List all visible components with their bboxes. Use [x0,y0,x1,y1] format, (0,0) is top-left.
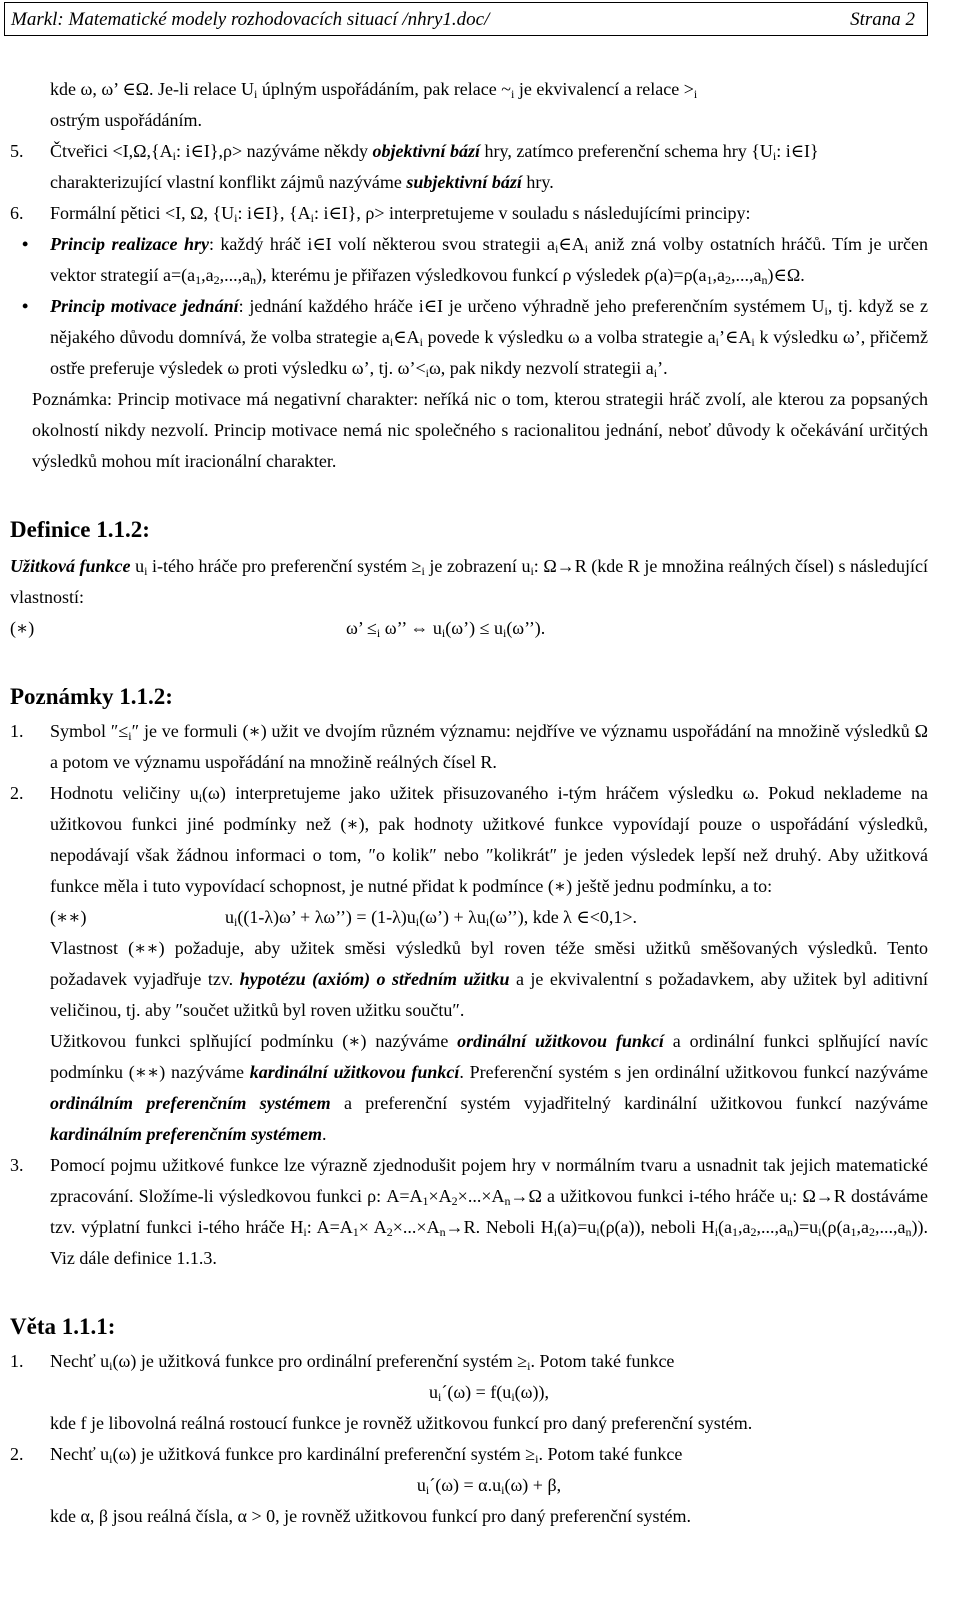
page-header [4,2,928,36]
term-objective-base: objektivní bází [372,141,481,161]
definition-text: Užitková funkce $u_i$ i-tého hráče pro preferenční systém $\ge_i$ je zobrazení $u_i$: Ω→R (kde R je množina reálných čísel) s následující vlastností: [10,556,929,607]
note-paragraph: Poznámka: Princip motivace má negativní charakter: neříká nic o tom, kterou strategii hráč zvolí, ale kterou za popsaných okolností nikdy nezvolí. Princip motivace nemá nic společného s racionalitou jednání, neboť důvody k očekávání určitých výsledků mohou mít iracionální charakter. [32,389,928,471]
document-body [10,74,928,1532]
notes-item-1: 1. Symbol $''\le_i''$ je ve formuli (∗) užit ve dvojím různém významu: nejdříve ve významu uspořádání na množině výsledků Ω a potom ve významu uspořádání na množině reálných čísel R. [10,721,928,772]
notes-item-3: 3. Pomocí pojmu užitkové funkce lze výrazně zjednodušit pojem hry v normálním tvaru a usnadnit tak jejich matematické zpracování. Složíme-li výsledkovou funkci ρ: $A=A_1\times A_2\times...\times A_n\to\Omega$ a užitkovou funkci i-tého hráče $u_i$: Ω→R dostáváme tzv. výplatní funkci i-tého hráče $H_i$: $A=A_1\times A_2\times...\times A_n\to R$. Neboli $H_i(a)=u_i(\rho(a))$, neboli $H_i(a_1,a_2,...,a_n)=u_i(\rho(a_1,a_2,...,a_n))$. Viz dále definice 1.1.3. [10,1155,929,1268]
formula-double-star: (∗∗) $u_i((1-\lambda)\omega$’ + λω’’) = $(1-\lambda)u_i(\omega’)$ + $\lambda u_i(\omega’’)$, kde λ ∈<0,1>. [50,907,638,929]
page-number: Strana 2 [850,8,915,30]
term-subjective-base: subjektivní bází [406,172,522,192]
theorem-formula-1: $u_i´(\omega) = f(u_i(\omega))$, [428,1382,549,1404]
definition-heading: Definice 1.1.2: [10,517,150,542]
notes-paragraph-mixture: Vlastnost (∗∗) požaduje, aby užitek směsi výsledků byl roven téže směsi užitků směšovaných výsledků. Tento požadavek vyjadřuje tzv. hypotézu (axióm) o středním užitku a je ekvivalentní s požadavkem, aby užitek byl aditivní veličinou, tj. aby ″součet užitků byl roven užitku součtu″. [50,938,928,1020]
theorem-text-1: kde f je libovolná reálná rostoucí funkce je rovněž užitkovou funkcí pro daný preferenční systém. [50,1413,753,1433]
notes-paragraph-ordinal: Užitkovou funkci splňující podmínku (∗) nazýváme ordinální užitkovou funkcí a ordinální funkci splňující navíc podmínku (∗∗) nazýváme kardinální užitkovou funkcí. Preferenční systém s jen ordinální užitkovou funkcí nazýváme ordinálním preferenčním systémem a preferenční systém vyjadřitelný kardinální užitkovou funkcí nazýváme kardinálním preferenčním systémem. [50,1031,929,1144]
bullet-icon: • [22,296,29,316]
theorem-item-2: 2. Nechť $u_i(\omega)$ je užitková funkce pro kardinální preferenční systém $\ge_i$. Potom také funkce $u_i´(\omega) = \alpha.u_i(\omega) + \beta$, kde α, β jsou reálná čísla, α > 0, je rovněž užitkovou funkcí pro daný preferenční systém. [10,1439,928,1532]
notes-heading: Poznámky 1.1.2: [10,684,173,709]
bullet-icon: • [22,234,29,254]
theorem-text-2: kde α, β jsou reálná čísla, α > 0, je rovněž užitkovou funkcí pro daný preferenční systém. [50,1506,691,1526]
bullet-motivation-principle: • Princip motivace jednání: jednání každého hráče i∈I je určeno výhradně jeho preferenčním systémem $U_i$, tj. když se z nějakého důvodu domnívá, že volba strategie $a_i\in A_i$ povede k výsledku ω a volba strategie $a_i’\in A_i$ k výsledku ω’, přičemž ostře preferuje výsledek ω proti výsledku ω’, tj. $\omega’<_i\omega$, pak nikdy nezvolí strategii $a_i$’. [10,291,928,384]
bullet-realization-principle: • Princip realizace hry: každý hráč i∈I volí některou svou strategii $a_i\in A_i$ aniž zná volby ostatních hráčů. Tím je určen vektor strategií $a=(a_1,a_2,...,a_n)$, kterému je přiřazen výsledkovou funkcí ρ výsledek $\rho(a)=\rho(a_1,a_2,...,a_n)\in\Omega$. [10,229,928,291]
intro-paragraph: kde ω, ω’ ∈Ω. Je-li relace $U_i$ úplným uspořádáním, pak relace $\sim_i$ je ekvivalencí a relace $>_i$ ostrým uspořádáním. [50,79,698,130]
header-title: Markl: Matematické modely rozhodovacích situací /nhry1.doc/ [11,8,490,30]
formula-star: (∗) ω’ $\le_i$ ω’’ ⇔ $u_i(\omega’)$ ≤ $u_i(\omega’’)$. [10,618,546,640]
theorem-formula-2: $u_i´(\omega) = \alpha.u_i(\omega) + \beta$, [416,1475,562,1497]
list-item-6: 6. Formální pětici <I, Ω, {$U_i$: i∈I}, {$A_i$: i∈I}, ρ> interpretujeme v souladu s následujícími principy: [10,203,751,225]
notes-item-2: 2. Hodnotu veličiny $u_i(\omega)$ interpretujeme jako užitek přisuzovaného i-tým hráčem výsledku ω. Pokud neklademe na užitkovou funkci jiné podmínky než (∗), pak hodnoty užitkové funkce vypovídají pouze o uspořádání výsledků, nepodávají však žádnou informaci o tom, ″o kolik″ nebo ″kolikrát″ je jeden výsledek lepší než druhý. Aby užitková funkce měla i tuto vypovídací schopnost, je nutné přidat k podmínce (∗) ještě jednu podmínku, a to: (∗∗) $u_i((1-\lambda)\omega$’ + λω’’) = $(1-\lambda)u_i(\omega’)$ + $\lambda u_i(\omega’’)$, kde λ ∈<0,1>. Vlastnost (∗∗) požaduje, aby užitek směsi výsledků byl roven téže směsi užitků směšovaných výsledků. Tento požadavek vyjadřuje tzv. hypotézu (axióm) o středním užitku a je ekvivalentní s požadavkem, aby užitek byl aditivní veličinou, tj. aby ″součet užitků byl roven užitku součtu″. Užitkovou funkci splňující podmínku (∗) nazýváme ordinální užitkovou funkcí a ordinální funkci splňující navíc podmínku (∗∗) nazýváme kardinální užitkovou funkcí. Preferenční systém s jen ordinální užitkovou funkcí nazýváme ordinálním preferenčním systémem a preferenční systém vyjadřitelný kardinální užitkovou funkcí nazýváme kardinálním preferenčním systémem. [10,778,928,1150]
list-item-5: 5. Čtveřici $<I,\Omega,\{A_i$: i∈I},ρ> nazýváme někdy objektivní bází hry, zatímco preferenční schema hry {$U_i$: i∈I} charakterizující vlastní konflikt zájmů nazýváme subjektivní bází hry. [10,141,819,192]
theorem-item-1: 1. Nechť $u_i(\omega)$ je užitková funkce pro ordinální preferenční systém $\ge_i$. Potom také funkce $u_i´(\omega) = f(u_i(\omega))$, kde f je libovolná reálná rostoucí funkce je rovněž užitkovou funkcí pro daný preferenční systém. [10,1346,928,1439]
theorem-heading: Věta 1.1.1: [10,1314,116,1339]
